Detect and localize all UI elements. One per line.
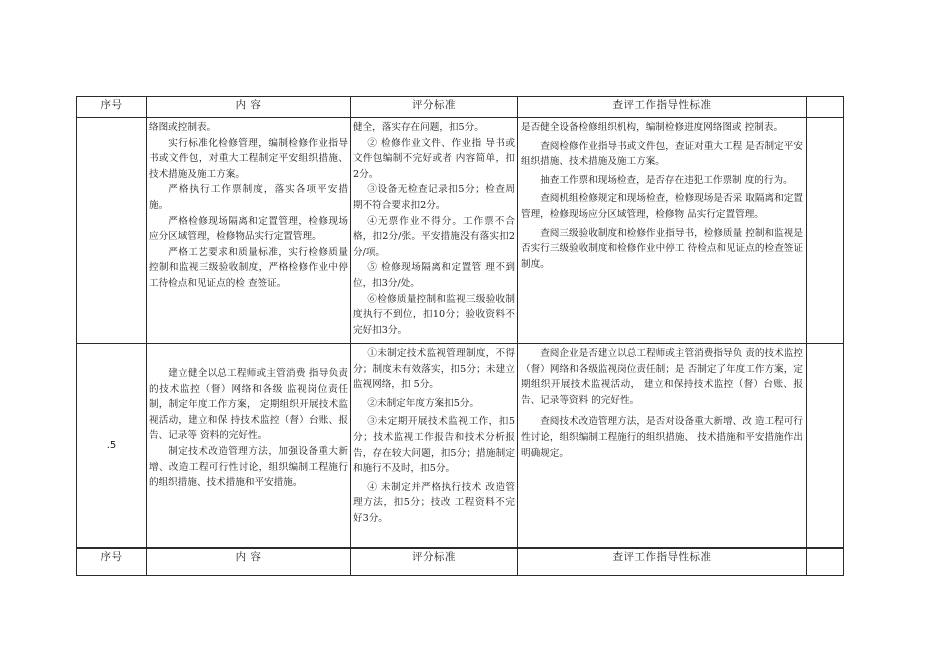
header-guidance: 查评工作指导性标准 xyxy=(518,97,807,118)
content-para: 络图或控制表。 xyxy=(149,122,217,133)
row-guidance-cell xyxy=(518,344,807,548)
row-guidance-cell xyxy=(518,118,807,344)
guidance-text xyxy=(518,344,806,461)
content-text xyxy=(147,118,350,292)
scoring-item: ⑤ 检修现场隔离和定置管 理不到位，扣3分/处。 xyxy=(353,262,515,289)
guidance-para: 查阅技术改造管理方法，是否对设备重大新增、改 造工程可行性讨论，组织编制工程施行的组织措施、 技术措施和平安措施作出明确规定。 xyxy=(521,416,803,459)
scoring-text xyxy=(351,118,517,338)
scoring-item: ④ 未制定并严格执行技术 改造管理方法，扣5分；技改 工程资料不完好3分。 xyxy=(353,481,515,524)
row-seq: .5 xyxy=(77,344,147,548)
scoring-item: ③未定期开展技术监视工作，扣5分；技术监视工作报告和技术分析报告，存在较大问题，扣5分；措施制定和施行不及时，扣5分。 xyxy=(353,416,515,475)
header-scoring: 评分标准 xyxy=(351,549,518,576)
scoring-item: ③设备无检查记录扣5分；检查周期不符合要求扣2分。 xyxy=(353,184,515,211)
content-text xyxy=(147,344,350,491)
table-header-row xyxy=(77,549,844,576)
inspection-table xyxy=(76,96,844,548)
row-blank-cell xyxy=(807,344,844,548)
scoring-text xyxy=(351,344,517,527)
row-scoring-cell xyxy=(351,344,518,548)
header-seq: 序号 xyxy=(77,549,147,576)
scoring-item: ④无票作业不得分。工作票不合格，扣2分/张。平安措施没有落实扣2分/项。 xyxy=(353,215,515,258)
guidance-para: 查阅机组检修规定和现场检查，检修现场是否采 取隔离和定置管理，检修现场应分区域管理，检修物 品实行定置管理。 xyxy=(521,193,803,220)
guidance-para: 查阅三级验收制度和检修作业指导书，检修质量 控制和监视是否实行三级验收制度和检修作业中停工 待检点和见证点的检查签证制度。 xyxy=(521,227,803,270)
header-guidance: 查评工作指导性标准 xyxy=(518,549,807,576)
scoring-item: 健全，落实存在问题，扣5分。 xyxy=(353,122,484,133)
content-para: 严格工艺要求和质量标准，实行检修质量控制和监视三级验收制度，严格检修作业中停工待检点和见证点的检 查签证。 xyxy=(149,246,348,289)
row-content-cell xyxy=(147,344,351,548)
scoring-item: ② 检修作业文件、作业指 导书或文件包编制不完好或者 内容简单，扣2分。 xyxy=(353,137,515,180)
row-scoring-cell xyxy=(351,118,518,344)
header-content: 内 容 xyxy=(147,97,351,118)
continued-table-header xyxy=(76,548,844,576)
header-blank xyxy=(807,97,844,118)
header-scoring: 评分标准 xyxy=(351,97,518,118)
guidance-para: 抽查工作票和现场检查，是否存在违犯工作票制 度的行为。 xyxy=(540,174,793,186)
content-para: 严格执行工作票制度，落实各项平安措施。 xyxy=(149,184,348,211)
scoring-item: ⑥检修质量控制和监视三级验收制度执行不到位，扣10分；验收资料不完好扣3分。 xyxy=(353,293,515,336)
content-para: 制定技术改造管理方法，加强设备重大新增、改造工程可行性讨论，组织编制工程施行的组织措施、技术措施和平安措施。 xyxy=(149,445,348,489)
guidance-text xyxy=(518,118,806,272)
guidance-para: 是否健全设备检修组织机构，编制检修进度网络图或 控制表。 xyxy=(521,122,784,133)
content-para: 建立健全以总工程师或主管消费 指导负责的技术监控（督）网络和各级 监视岗位责任制，制定年度工作方案， 定期组织开展技术监视活动，建立和保 持技术监控（督）台账、报告、记录等 资料的完好性。 xyxy=(149,368,348,442)
scoring-item: ②未制定年度方案扣5分。 xyxy=(367,397,480,409)
table-header-row xyxy=(77,97,844,118)
header-seq: 序号 xyxy=(77,97,147,118)
table-row xyxy=(77,344,844,548)
table-row xyxy=(77,118,844,344)
row-blank-cell xyxy=(807,118,844,344)
scoring-item: ①未制定技术监视管理制度，不得分；制度未有效落实，扣5分；未建立监视网络，扣 5分。 xyxy=(353,348,515,391)
content-para: 实行标准化检修管理，编制检修作业指导书或文件包，对重大工程制定平安组织措施、技术措施及施工方案。 xyxy=(149,137,348,180)
guidance-para: 查阅检修作业指导书或文件包，查证对重大工程 是否制定平安组织措施、技术措施及施工方案。 xyxy=(521,140,803,168)
guidance-para: 查阅企业是否建立以总工程师或主管消费指导负 责的技术监控（督）网络和各级监视岗位责任制；是 否制定了年度工作方案，定期组织开展技术监视活动， 建立和保持技术监控（督）台账、报告、记录等资料 的完好性。 xyxy=(521,348,803,406)
header-blank xyxy=(807,549,844,576)
row-seq xyxy=(77,118,147,344)
row-content-cell xyxy=(147,118,351,344)
content-para: 严格检修现场隔离和定置管理，检修现场应分区域管理，检修物品实行定置管理。 xyxy=(149,215,348,243)
header-content: 内 容 xyxy=(147,549,351,576)
